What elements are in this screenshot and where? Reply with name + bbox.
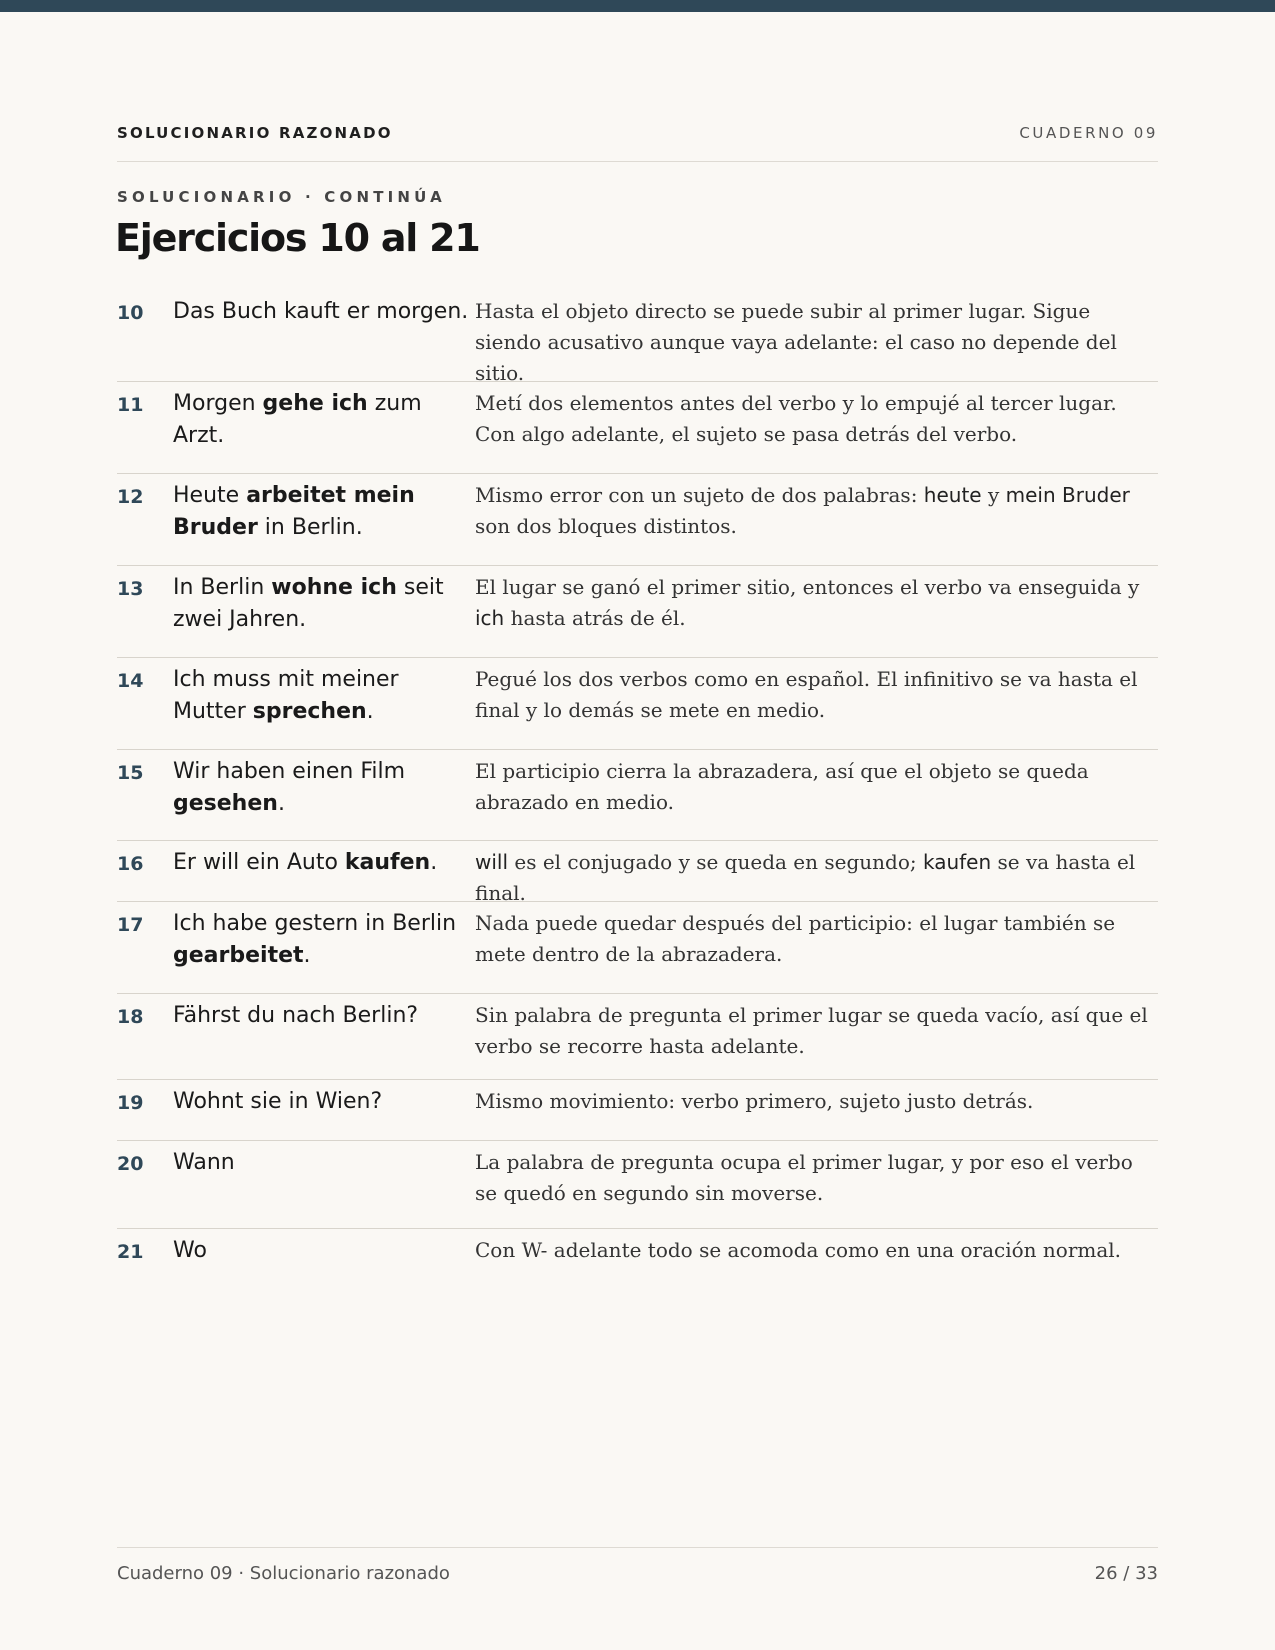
german-keyword: will — [475, 850, 509, 874]
sentence-segment: Er will ein Auto — [173, 850, 345, 875]
explanation-segment: hasta atrás de él. — [504, 606, 686, 630]
solution-row — [117, 1080, 1158, 1141]
highlighted-verb-segment: gearbeitet — [173, 943, 304, 968]
exercise-number: 10 — [117, 302, 144, 324]
explanation-text — [473, 841, 1158, 909]
sentence-segment: in Berlin. — [257, 515, 363, 540]
solution-row — [117, 1229, 1158, 1287]
explanation-segment: Con W- adelante todo se acomoda como en una oración normal. — [475, 1238, 1122, 1262]
solution-row — [117, 1141, 1158, 1229]
sentence-segment: Ich habe gestern in Berlin — [173, 911, 457, 936]
german-sentence — [173, 474, 473, 544]
sentence-segment: . — [303, 943, 311, 968]
exercise-number: 15 — [117, 762, 144, 784]
exercise-number: 17 — [117, 914, 144, 936]
exercise-number: 21 — [117, 1241, 144, 1263]
exercise-number: 14 — [117, 670, 144, 692]
highlighted-verb-segment: gesehen — [173, 791, 278, 816]
page-footer — [117, 1547, 1158, 1584]
highlighted-verb-segment: arbeitet mein Bruder — [173, 483, 415, 540]
sentence-segment: zum Arzt. — [173, 391, 422, 448]
solutions-list — [117, 290, 1158, 1287]
explanation-segment: Metí dos elementos antes del verbo y lo empujé al tercer lugar. Con algo adelante, el sujeto se pasa detrás del verbo. — [475, 391, 1117, 446]
explanation-segment: Sin palabra de pregunta el primer lugar se queda vacío, así que el verbo se recorre hasta adelante. — [475, 1003, 1148, 1058]
explanation-text — [473, 290, 1158, 389]
german-sentence — [173, 1141, 473, 1179]
german-sentence — [173, 841, 473, 879]
running-header-notebook: CUADERNO 09 — [1019, 124, 1158, 142]
german-sentence — [173, 750, 473, 820]
explanation-text — [473, 1229, 1158, 1266]
highlighted-verb-segment: gehe ich — [262, 391, 368, 416]
explanation-text — [473, 658, 1158, 726]
german-keyword: kaufen — [922, 850, 992, 874]
explanation-text — [473, 382, 1158, 450]
german-keyword: ich — [475, 606, 505, 630]
sentence-segment: . — [277, 791, 285, 816]
sentence-segment: In Berlin — [173, 575, 272, 600]
exercise-number: 19 — [117, 1092, 144, 1114]
german-sentence — [173, 902, 473, 972]
explanation-segment: La palabra de pregunta ocupa el primer lugar, y por eso el verbo se quedó en segundo sin moverse. — [475, 1150, 1133, 1205]
exercise-number: 12 — [117, 486, 144, 508]
solution-row — [117, 474, 1158, 566]
explanation-segment: se va hasta el final. — [475, 850, 1136, 905]
explanation-text — [473, 1080, 1158, 1117]
section-kicker: SOLUCIONARIO · CONTINÚA — [117, 188, 446, 206]
german-sentence — [173, 290, 473, 328]
sentence-segment: . — [430, 850, 438, 875]
highlighted-verb-segment: wohne ich — [271, 575, 397, 600]
explanation-segment: Hasta el objeto directo se puede subir al primer lugar. Sigue siendo acusativo aunque vaya adelante: el caso no depende del sitio. — [475, 299, 1117, 385]
solution-row — [117, 566, 1158, 658]
german-sentence — [173, 658, 473, 728]
solution-row — [117, 658, 1158, 750]
solution-row — [117, 750, 1158, 841]
explanation-segment: El lugar se ganó el primer sitio, entonces el verbo va enseguida y — [475, 575, 1140, 599]
running-header-title: SOLUCIONARIO RAZONADO — [117, 124, 393, 142]
solution-row — [117, 902, 1158, 994]
explanation-segment: Mismo movimiento: verbo primero, sujeto justo detrás. — [475, 1089, 1034, 1113]
solution-row — [117, 290, 1158, 385]
page-number: 26 / 33 — [1094, 1563, 1158, 1584]
exercise-number: 20 — [117, 1153, 144, 1175]
explanation-segment: y — [981, 483, 1006, 507]
german-keyword: heute — [923, 483, 982, 507]
explanation-text — [473, 902, 1158, 970]
explanation-segment: Pegué los dos verbos como en español. El infinitivo se va hasta el final y lo demás se mete en medio. — [475, 667, 1138, 722]
sentence-segment: Wir haben einen Film — [173, 759, 406, 784]
sentence-segment: Das Buch kauft er morgen. — [173, 299, 469, 324]
sentence-segment: Wohnt sie in Wien? — [173, 1089, 383, 1114]
running-header — [117, 124, 1158, 162]
sentence-segment: Fährst du nach Berlin? — [173, 1003, 419, 1028]
solution-row — [117, 382, 1158, 474]
explanation-text — [473, 750, 1158, 818]
solution-row — [117, 994, 1158, 1080]
explanation-text — [473, 994, 1158, 1062]
explanation-text — [473, 566, 1158, 634]
sentence-segment: Morgen — [173, 391, 263, 416]
german-sentence — [173, 1080, 473, 1118]
solution-row — [117, 841, 1158, 905]
german-sentence — [173, 382, 473, 452]
explanation-segment: es el conjugado y se queda en segundo; — [508, 850, 923, 874]
german-sentence — [173, 994, 473, 1032]
footer-title: Cuaderno 09 · Solucionario razonado — [117, 1563, 450, 1584]
exercise-number: 18 — [117, 1006, 144, 1028]
exercise-number: 16 — [117, 853, 144, 875]
highlighted-verb-segment: kaufen — [344, 850, 431, 875]
explanation-text — [473, 474, 1158, 542]
exercise-number: 11 — [117, 394, 144, 416]
german-keyword: mein Bruder — [1005, 483, 1130, 507]
top-accent-band — [0, 0, 1275, 12]
german-sentence — [173, 1229, 473, 1267]
explanation-segment: Mismo error con un sujeto de dos palabras: — [475, 483, 924, 507]
explanation-text — [473, 1141, 1158, 1209]
explanation-segment: Nada puede quedar después del participio: el lugar también se mete dentro de la abrazadera. — [475, 911, 1116, 966]
sentence-segment: seit zwei Jahren. — [173, 575, 444, 632]
sentence-segment: Wann — [173, 1150, 235, 1175]
sentence-segment: . — [366, 699, 374, 724]
sentence-segment: Ich muss mit meiner Mutter — [173, 667, 399, 724]
exercise-number: 13 — [117, 578, 144, 600]
page-title: Ejercicios 10 al 21 — [115, 216, 480, 260]
german-sentence — [173, 566, 473, 636]
sentence-segment: Heute — [173, 483, 247, 508]
explanation-segment: son dos bloques distintos. — [475, 514, 737, 538]
explanation-segment: El participio cierra la abrazadera, así que el objeto se queda abrazado en medio. — [475, 759, 1089, 814]
highlighted-verb-segment: sprechen — [252, 699, 367, 724]
sentence-segment: Wo — [173, 1238, 207, 1263]
